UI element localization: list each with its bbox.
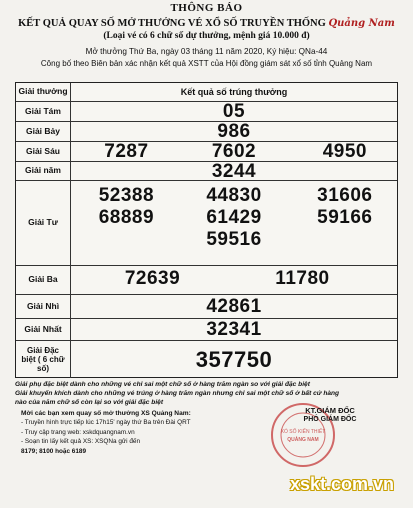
prize-number: 7287	[104, 141, 149, 162]
prize-number: 59166	[317, 207, 373, 228]
draw-date-line: Mở thưởng Thứ Ba, ngày 03 tháng 11 năm 2020, Ký hiệu: QNa-44	[85, 47, 328, 56]
prize-row-g8	[16, 101, 397, 121]
prize-label: Giải Nhì	[16, 295, 71, 318]
prize-label: Giải Tư	[16, 181, 71, 265]
prize-row-g4	[16, 180, 397, 265]
col-result-header: Kết quả số trúng thưởng	[180, 87, 288, 97]
prize-number: 05	[222, 101, 246, 122]
prize-number: 986	[217, 121, 251, 142]
prize-number: 4950	[322, 141, 367, 162]
prize-row-g1	[16, 318, 397, 340]
signature-title: KT.GIÁM ĐỐC	[305, 406, 355, 415]
table-header-row	[16, 83, 397, 101]
prize-number: 61429	[206, 207, 262, 228]
prize-number: 32341	[206, 319, 262, 340]
prize-label: Giải Ba	[16, 266, 71, 294]
prize-label: Giải năm	[16, 162, 71, 180]
province-name: Quảng Nam	[328, 18, 395, 29]
prize-label: Giải Bảy	[16, 122, 71, 141]
header	[0, 0, 413, 68]
notice-title: THÔNG BÁO	[170, 2, 243, 14]
prize-number: 11780	[275, 268, 330, 289]
prize-row-g5	[16, 161, 397, 180]
prize-number: 52388	[98, 185, 155, 206]
invite-text: Mời các bạn xem quay số mở thưởng XS Quảng Nam:	[21, 410, 191, 417]
svg-text:XỔ SỐ KIẾN THIẾT: XỔ SỐ KIẾN THIẾT	[280, 429, 326, 435]
prize-number: 72639	[124, 268, 181, 289]
results-table	[15, 82, 398, 378]
prize-row-g6	[16, 141, 397, 161]
prize-label: Giải Tám	[16, 102, 71, 121]
note-consolation: Giải khuyến khích dành cho những vé trúng ở hàng trăm ngàn nhưng chỉ sai một chữ số ở bất cứ hàng nào của năm chữ số còn lại so với giải đặc biệt	[15, 390, 340, 406]
svg-text:QUẢNG NAM: QUẢNG NAM	[287, 437, 319, 443]
notice-subtitle	[0, 18, 413, 29]
prize-row-g3	[16, 265, 397, 294]
prize-number: 59516	[206, 229, 262, 250]
prize-label: Giải Đặc biệt ( 6 chữ số)	[16, 341, 71, 378]
prize-number: 44830	[206, 185, 262, 206]
footer-item: - Truy cập trang web: xskdquangnam.vn	[21, 428, 135, 436]
prize-label: Giải Nhất	[16, 319, 71, 340]
prize-row-special	[16, 340, 397, 378]
ticket-note: (Loại vé có 6 chữ số dự thưởng, mệnh giá 10.000 đ)	[103, 31, 310, 41]
prize-number: 68889	[98, 207, 155, 228]
prize-number: 31606	[317, 185, 373, 206]
subtitle-prefix: KẾT QUẢ QUAY SỐ MỞ THƯỞNG VÉ XỔ SỐ TRUYỀN THỐNG	[18, 18, 326, 29]
watermark: xskt.com.vn	[290, 474, 395, 494]
col-label-header: Giải thưởng	[16, 83, 71, 101]
prize-number: 3244	[211, 161, 257, 182]
prize-number: 42861	[206, 296, 262, 317]
prize-row-g7	[16, 121, 397, 141]
special-prize-number: 357750	[195, 347, 273, 372]
footer-item: - Truyền hình trực tiếp lúc 17h15' ngày thứ Ba trên Đài QRT	[21, 419, 191, 426]
footer-item: 8179; 8100 hoặc 6189	[21, 447, 87, 455]
signature-subtitle: PHÓ GIÁM ĐỐC	[303, 416, 357, 423]
footer-item: - Soạn tin lấy kết quả XS: XSQNa gửi đến	[21, 438, 141, 445]
prize-row-g2	[16, 294, 397, 318]
prize-number: 7602	[211, 141, 257, 162]
announce-line: Công bố theo Biên bản xác nhận kết quả XSTT của Hội đồng giám sát xổ số tỉnh Quảng Nam	[40, 59, 373, 68]
note-special-sub: Giải phụ đặc biệt dành cho những vé chỉ sai một chữ số ở hàng trăm ngàn so với giải đặc biệt	[15, 381, 310, 388]
prize-label: Giải Sáu	[16, 142, 71, 161]
